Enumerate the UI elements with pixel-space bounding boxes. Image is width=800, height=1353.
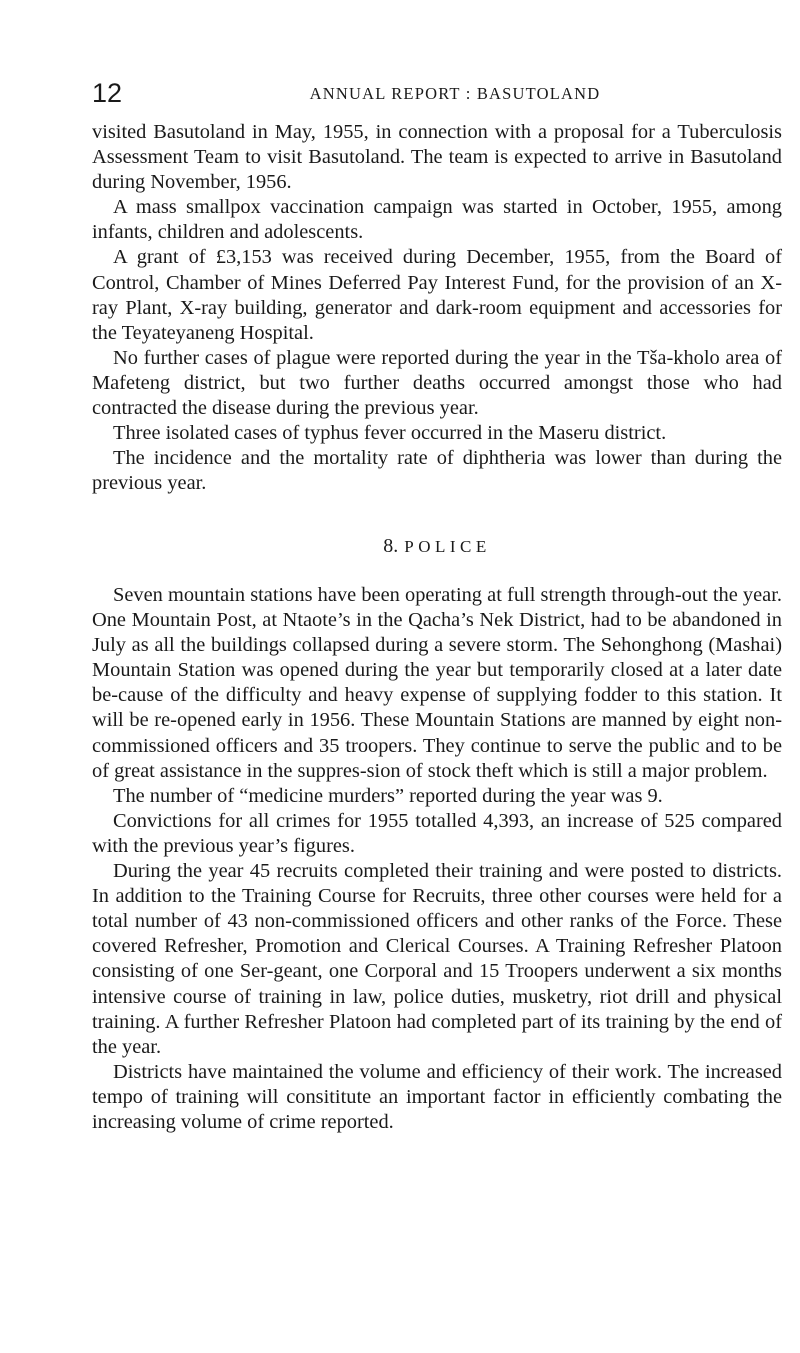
paragraph: visited Basutoland in May, 1955, in connection with a proposal for a Tuberculosis Assessment Team to visit Basutoland. The team is expected to arrive in Basutoland during November, 1956. [92,121,782,194]
section-title: POLICE [404,537,491,556]
running-head: ANNUAL REPORT : BASUTOLAND [309,84,601,103]
paragraph: A grant of £3,153 was received during December, 1955, from the Board of Control, Chamber of Mines Deferred Pay Interest Fund, for the provision of an X-ray Plant, X-ray building, generator and dark-room equipment and accessories for the Teyateyaneng Hospital. [92,246,782,344]
paragraph: Three isolated cases of typhus fever occurred in the Maseru district. [113,422,667,445]
page-number: 12 [92,78,123,108]
paragraph: The incidence and the mortality rate of diphtheria was lower than during the previous year. [92,447,782,495]
page-header [92,78,782,108]
police-section-heading [92,535,782,558]
section-number: 8. [383,535,399,557]
paragraph: The number of “medicine murders” reported during the year was 9. [113,784,663,807]
paragraph: Districts have maintained the volume and efficiency of their work. The increased tempo of training will consititute an important factor in efficiently combating the increasing volume of crime reported. [92,1060,782,1133]
paragraph: During the year 45 recruits completed their training and were posted to districts. In addition to the Training Course for Recruits, three other courses were held for a total number of 43 non-commissioned officers and other ranks of the Force. These covered Refresher, Promotion and Clerical Courses. A Training Refresher Platoon consisting of one Ser-geant, one Corporal and 15 Troopers underwent a six months intensive course of training in law, police duties, musketry, riot drill and physical training. A further Refresher Platoon had completed part of its training by the end of the year. [92,860,782,1058]
paragraph: A mass smallpox vaccination campaign was started in October, 1955, among infants, children and adolescents. [92,196,782,244]
paragraph: Convictions for all crimes for 1955 totalled 4,393, an increase of 525 compared with the previous year’s figures. [92,809,782,857]
police-section-text [92,583,782,1135]
paragraph: Seven mountain stations have been operating at full strength through-out the year. One Mountain Post, at Ntaote’s in the Qacha’s Nek District, had to be abandoned in July as all the buildings collapsed during a severe storm. The Sehonghong (Mashai) Mountain Station was opened during the year but temporarily closed at a later date be-cause of the difficulty and heavy expense of supplying fodder to this station. It will be re-opened early in 1956. These Mountain Stations are manned by eight non-commissioned officers and 35 troopers. They continue to serve the public and to be of great assistance in the suppres-sion of stock theft which is still a major problem. [92,584,782,782]
paragraph: No further cases of plague were reported during the year in the Tša-kholo area of Mafeteng district, but two further deaths occurred amongst those who had contracted the disease during the previous year. [92,346,782,420]
health-section-text [92,120,782,496]
